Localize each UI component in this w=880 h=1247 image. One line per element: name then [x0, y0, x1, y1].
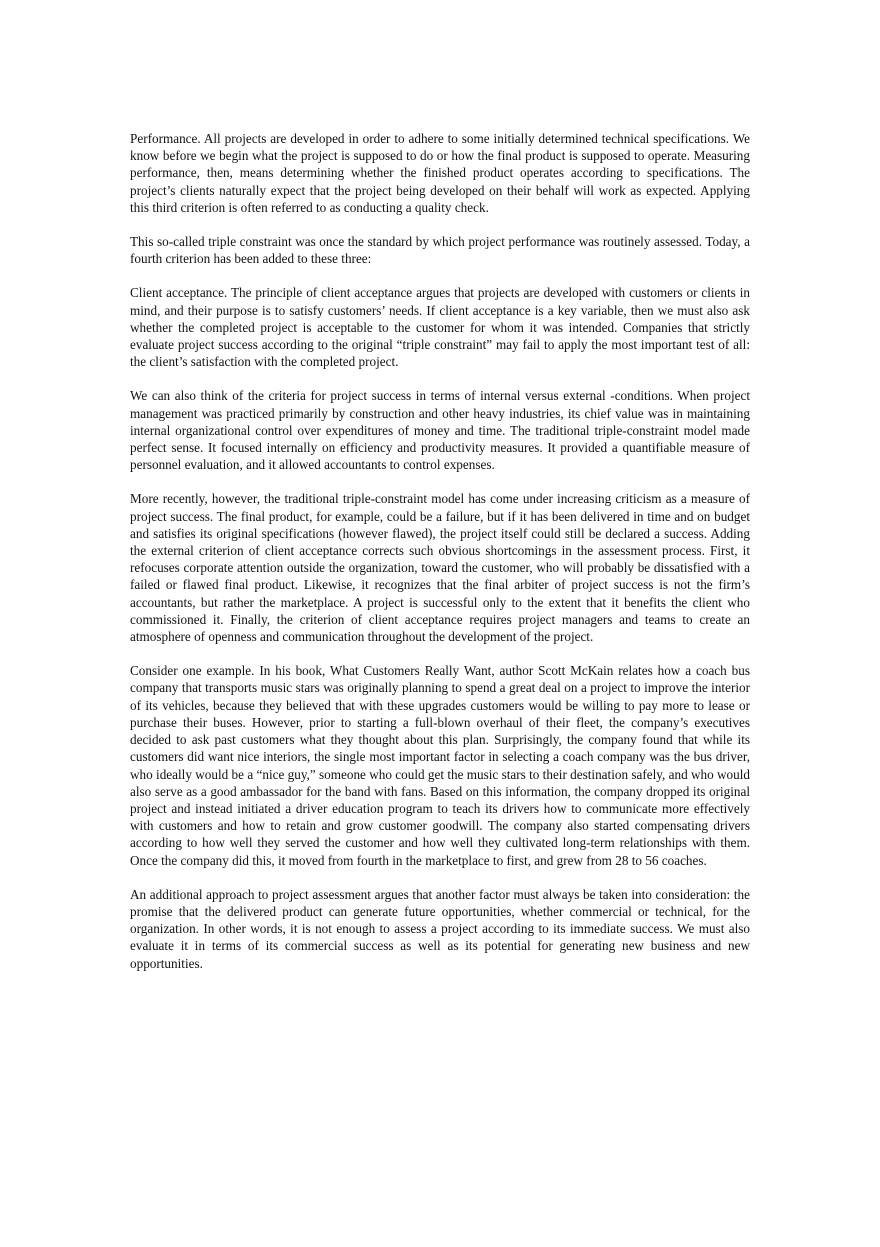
- paragraph-triple-constraint: This so-called triple constraint was once the standard by which project performance was routinely assessed. Today, a fourth criterion has been added to these three:: [130, 234, 750, 267]
- paragraph-recent-criticism: More recently, however, the traditional triple-constraint model has come under increasing criticism as a measure of project success. The final product, for example, could be a failure, but if it has been delivered in time and on budget and satisfies its original specifications (however flawed), the project itself could still be declared a success. Adding the external criterion of client acceptance corrects such obvious shortcomings in the assessment process. First, it refocuses corporate attention outside the organization, toward the customer, who will probably be dissatisfied with a failed or flawed final product. Likewise, it recognizes that the final arbiter of project success is not the firm’s accountants, but rather the marketplace. A project is successful only to the extent that it benefits the client who commissioned it. Finally, the criterion of client acceptance requires project managers and teams to create an atmosphere of openness and communication throughout the development of the project.: [130, 491, 750, 645]
- paragraph-client-acceptance: Client acceptance. The principle of client acceptance argues that projects are developed with customers or clients in mind, and their purpose is to satisfy customers’ needs. If client acceptance is a key variable, then we must also ask whether the completed project is acceptable to the customer for whom it was intended. Companies that strictly evaluate project success according to the original “triple constraint” may fail to apply the most important test of all: the client’s satisfaction with the completed project.: [130, 285, 750, 370]
- document-page: [130, 130, 750, 989]
- paragraph-internal-external: We can also think of the criteria for project success in terms of internal versus external -conditions. When project management was practiced primarily by construction and other heavy industries, its chief value was in maintaining internal organizational control over expenditures of money and time. The traditional triple-constraint model made perfect sense. It focused internally on efficiency and productivity measures. It provided a quantifiable measure of personnel evaluation, and it allowed accountants to control expenses.: [130, 388, 750, 473]
- paragraph-example: Consider one example. In his book, What Customers Really Want, author Scott McKain relates how a coach bus company that transports music stars was originally planning to spend a great deal on a project to improve the interior of its vehicles, because they believed that with these upgrades customers would be willing to pay more to lease or purchase their buses. However, prior to starting a full-blown overhaul of their fleet, the company’s executives decided to ask past customers what they thought about this plan. Surprisingly, the company found that while its customers did want nice interiors, the single most important factor in selecting a coach company was the bus driver, who ideally would be a “nice guy,” someone who could get the music stars to their destination safely, and who would also serve as a good ambassador for the band with fans. Based on this information, the company dropped its original project and instead initiated a driver education program to teach its drivers how to communicate more effectively with customers and how to retain and grow customer goodwill. The company also started compensating drivers according to how well they served the customer and how well they cultivated long-term relationships with them. Once the company did this, it moved from fourth in the marketplace to first, and grew from 28 to 56 coaches.: [130, 663, 750, 868]
- paragraph-performance: Performance. All projects are developed in order to adhere to some initially determined technical specifications. We know before we begin what the project is supposed to do or how the final product is supposed to operate. Measuring performance, then, means determining whether the finished product operates according to specifications. The project’s clients naturally expect that the project being developed on their behalf will work as expected. Applying this third criterion is often referred to as conducting a quality check.: [130, 131, 750, 215]
- paragraph-additional-approach: An additional approach to project assessment argues that another factor must always be taken into consideration: the promise that the delivered product can generate future opportunities, whether commercial or technical, for the organization. In other words, it is not enough to assess a project according to its immediate success. We must also evaluate it in terms of its commercial success as well as its potential for generating new business and new opportunities.: [130, 886, 750, 971]
